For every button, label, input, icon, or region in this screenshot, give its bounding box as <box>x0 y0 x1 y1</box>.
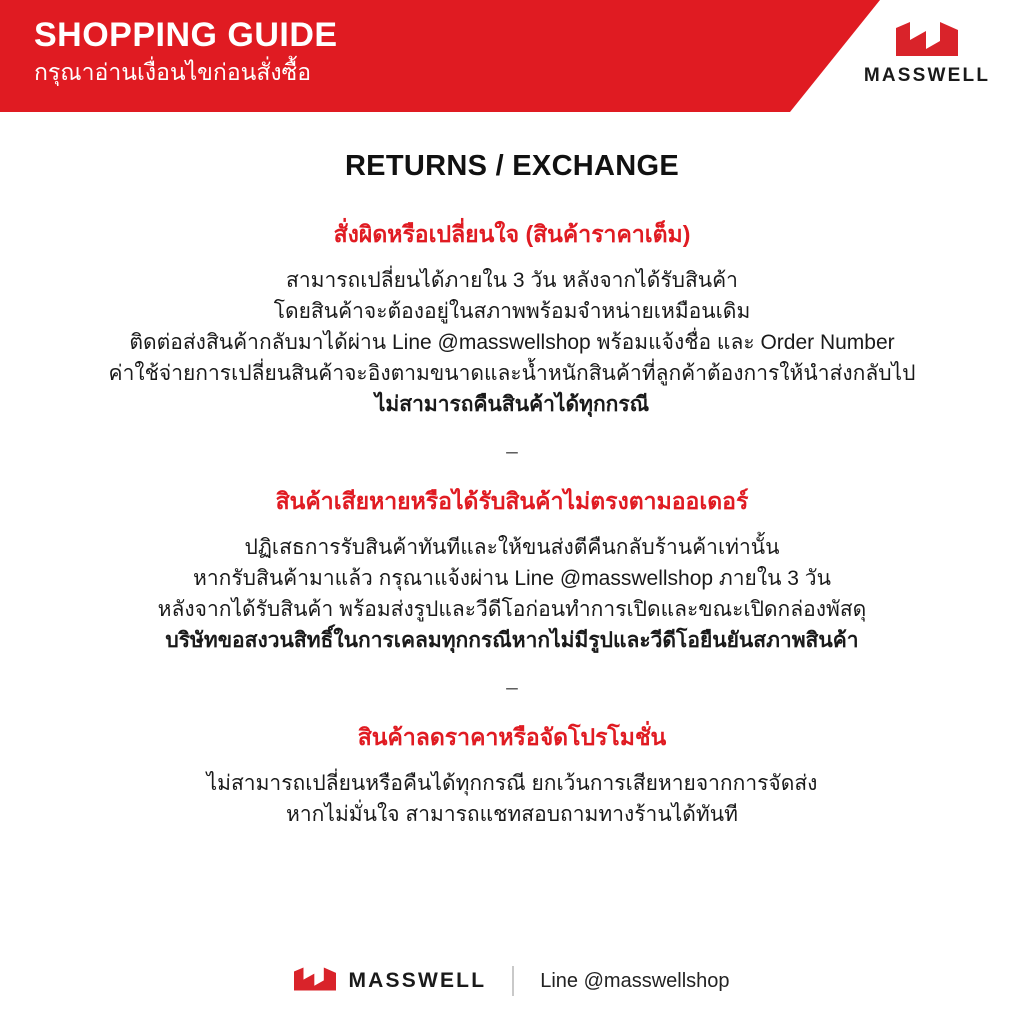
page-subtitle: กรุณาอ่านเงื่อนไขก่อนสั่งซื้อ <box>34 59 312 85</box>
section-line-emphasis: ไม่สามารถคืนสินค้าได้ทุกกรณี <box>374 393 650 416</box>
document-body <box>0 112 1024 830</box>
section-line: หลังจากได้รับสินค้า พร้อมส่งรูปและวีดีโอก่อนทำการเปิดและขณะเปิดกล่องพัสดุ <box>157 598 867 621</box>
masswell-m-logo-icon <box>852 22 1002 61</box>
footer-brand <box>294 967 486 996</box>
brand-name: MASSWELL <box>863 65 991 86</box>
footer-divider <box>512 966 514 996</box>
footer-contact-line: Line @masswellshop <box>540 969 730 992</box>
section-divider: – <box>506 440 518 463</box>
section-heading: สินค้าลดราคาหรือจัดโปรโมชั่น <box>357 724 667 750</box>
masswell-m-logo-icon <box>294 967 336 996</box>
section-line: ค่าใช้จ่ายการเปลี่ยนสินค้าจะอิงตามขนาดและน้ำหนักสินค้าที่ลูกค้าต้องการให้นำส่งกลับไป <box>108 362 916 385</box>
section-returns-change-of-mind <box>0 219 1024 420</box>
section-damaged-or-wrong-item <box>0 486 1024 656</box>
section-line: หากไม่มั่นใจ สามารถแชทสอบถามทางร้านได้ทันที <box>286 803 738 826</box>
section-heading: สั่งผิดหรือเปลี่ยนใจ (สินค้าราคาเต็ม) <box>333 221 691 247</box>
section-line: หากรับสินค้ามาแล้ว กรุณาแจ้งผ่าน Line @masswellshop ภายใน 3 วัน <box>193 567 831 590</box>
page-title: SHOPPING GUIDE <box>34 16 338 54</box>
header-text-block <box>34 14 338 88</box>
section-line: สามารถเปลี่ยนได้ภายใน 3 วัน หลังจากได้รับสินค้า <box>286 269 738 292</box>
section-line: ติดต่อส่งสินค้ากลับมาได้ผ่าน Line @masswellshop พร้อมแจ้งชื่อ และ Order Number <box>129 331 895 354</box>
footer-brand-name: MASSWELL <box>348 969 487 992</box>
section-line: โดยสินค้าจะต้องอยู่ในสภาพพร้อมจำหน่ายเหมือนเดิม <box>273 300 751 323</box>
page-header <box>0 0 1024 112</box>
section-line-emphasis: บริษัทขอสงวนสิทธิ์ในการเคลมทุกกรณีหากไม่มีรูปและวีดีโอยืนยันสภาพสินค้า <box>165 629 859 652</box>
section-discounted-or-promotion <box>0 722 1024 830</box>
brand-logo <box>852 22 1002 87</box>
section-divider: – <box>506 676 518 699</box>
document-title: RETURNS / EXCHANGE <box>344 150 680 182</box>
section-heading: สินค้าเสียหายหรือได้รับสินค้าไม่ตรงตามออเดอร์ <box>275 488 749 514</box>
section-line: ไม่สามารถเปลี่ยนหรือคืนได้ทุกกรณี ยกเว้นการเสียหายจากการจัดส่ง <box>206 772 818 795</box>
section-line: ปฏิเสธการรับสินค้าทันทีและให้ขนส่งตีคืนกลับร้านค้าเท่านั้น <box>244 536 780 559</box>
page-footer <box>0 966 1024 996</box>
